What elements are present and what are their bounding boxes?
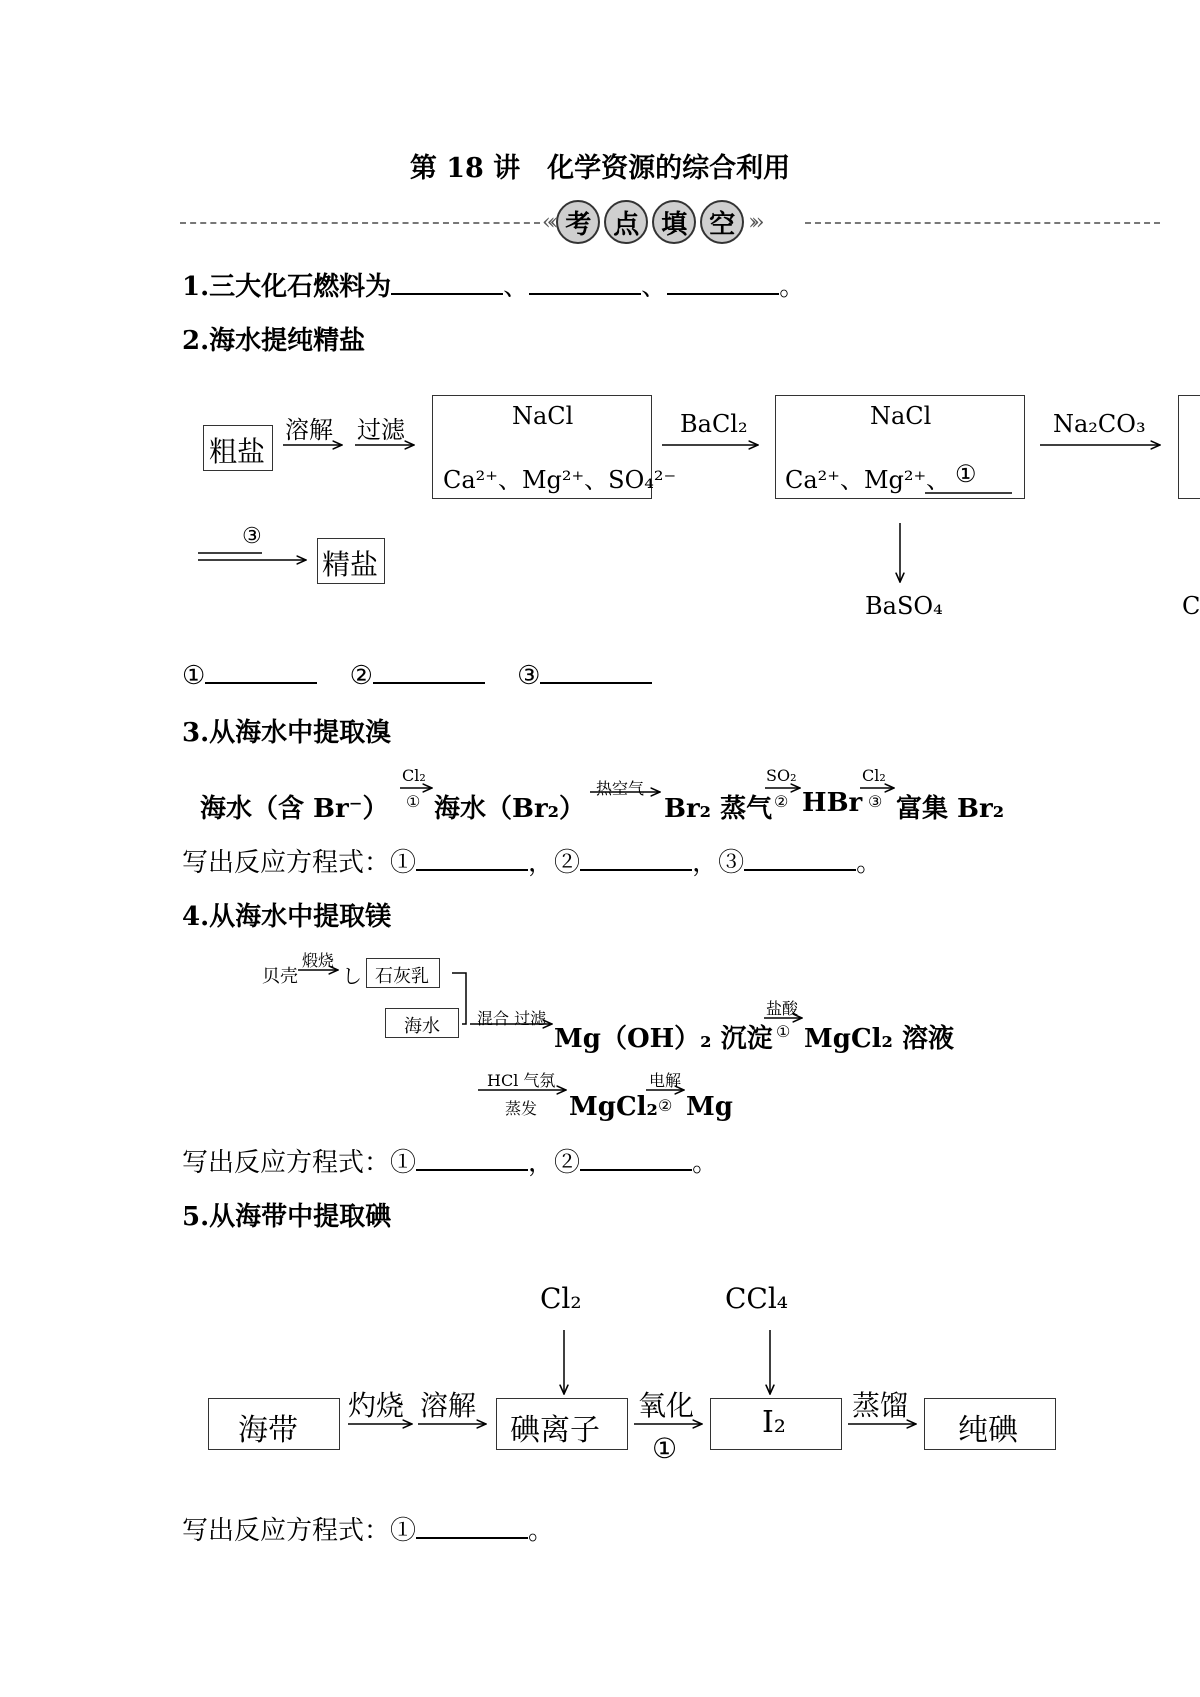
question-5-heading: 5.从海带中提取碘: [182, 1202, 392, 1232]
mark: ②: [554, 848, 581, 878]
mark: ①: [390, 848, 417, 878]
section-banner: [542, 200, 759, 244]
comma: ，: [528, 1148, 555, 1178]
q3-r1-top: Cl₂: [402, 766, 426, 785]
question-3-answers: [182, 842, 882, 879]
q5-kelp: 海带: [238, 1413, 298, 1448]
answer-blank[interactable]: [391, 271, 503, 295]
q4-lime: 石灰乳: [375, 966, 429, 987]
chevron-left-icon: «‹: [542, 209, 553, 235]
q4-mgcl-sol: MgCl₂ 溶液: [804, 1024, 954, 1054]
q5-ox-mark: ①: [652, 1432, 678, 1465]
period: 。: [528, 1516, 555, 1546]
answer-prefix: 写出反应方程式：: [182, 1148, 391, 1178]
answer-blank[interactable]: [580, 847, 692, 871]
comma: ，: [692, 848, 719, 878]
question-3-heading: 3.从海水中提取溴: [182, 718, 392, 748]
solution-box-3-partial: [1178, 395, 1200, 499]
q5-pure: 纯碘: [958, 1413, 1018, 1448]
mark: ③: [718, 848, 745, 878]
question-1-text: 1.三大化石燃料为: [182, 272, 392, 302]
answer-blank[interactable]: [667, 271, 779, 295]
answer-blank[interactable]: [744, 847, 856, 871]
refined-salt-label: 精盐: [322, 548, 379, 581]
q3-p4: 富集 Br₂: [896, 794, 1005, 824]
crude-salt-label: 粗盐: [209, 435, 266, 468]
q3-r3-top: SO₂: [766, 766, 797, 785]
q4-hclgas-bottom: 蒸发: [505, 1099, 538, 1118]
mark: ①: [390, 1148, 417, 1178]
question-5-answers: [182, 1510, 554, 1547]
banner-divider-left: [180, 222, 540, 224]
box1-top: NaCl: [512, 402, 574, 430]
answer-blank[interactable]: [416, 847, 528, 871]
q3-r4-bottom: ③: [868, 792, 883, 811]
dissolve-label: 溶解: [285, 416, 333, 444]
question-1: [182, 266, 805, 303]
answer-prefix: 写出反应方程式：: [182, 1516, 391, 1546]
q4-mgoh: Mg（OH）₂ 沉淀: [554, 1024, 773, 1054]
period: 。: [692, 1148, 719, 1178]
chevron-right-icon: ›»: [748, 209, 759, 235]
banner-char: 考: [556, 200, 600, 244]
answer-blank[interactable]: [416, 1147, 528, 1171]
banner-char: 点: [604, 200, 648, 244]
separator: 、: [503, 272, 530, 302]
precipitate-baso4: BaSO₄: [865, 592, 943, 620]
separator: 、: [641, 272, 668, 302]
q4-mg: Mg: [686, 1092, 733, 1122]
answer-blank[interactable]: [580, 1147, 692, 1171]
precipitate-partial: C: [1182, 592, 1200, 620]
q4-elec-bottom: ②: [658, 1096, 673, 1115]
q5-iodide: 碘离子: [510, 1413, 600, 1448]
answer-blank[interactable]: [529, 271, 641, 295]
q4-hclgas-top: HCl 气氛: [487, 1071, 556, 1090]
q3-p2: Br₂ 蒸气: [664, 794, 773, 824]
period: 。: [856, 848, 883, 878]
q3-p3: HBr: [802, 788, 863, 818]
mark: ①: [390, 1516, 417, 1546]
mark: ①: [182, 661, 206, 691]
q3-start: 海水（含 Br⁻）: [200, 794, 389, 824]
period: 。: [779, 272, 806, 302]
box2-blank-mark: ①: [955, 460, 977, 488]
q5-burn: 灼烧: [348, 1389, 405, 1422]
answer-blank[interactable]: [416, 1515, 528, 1539]
q5-ccl4: CCl₄: [725, 1282, 789, 1315]
q4-shell: 贝壳: [262, 966, 298, 987]
q5-i2: I₂: [762, 1405, 786, 1440]
comma: ，: [528, 848, 555, 878]
q4-hook: し: [342, 964, 362, 988]
mark: ③: [517, 661, 541, 691]
question-4-heading: 4.从海水中提取镁: [182, 902, 392, 932]
q5-distill: 蒸馏: [852, 1389, 909, 1422]
question-2-heading: 2.海水提纯精盐: [182, 326, 366, 356]
box2-top: NaCl: [870, 402, 932, 430]
answer-blank[interactable]: [373, 660, 485, 684]
question-2-answers: [182, 660, 652, 691]
q4-elec-top: 电解: [649, 1071, 682, 1090]
answer-prefix: 写出反应方程式：: [182, 848, 391, 878]
q4-mgcl2: MgCl₂: [569, 1092, 658, 1122]
reagent-na2co3: Na₂CO₃: [1053, 410, 1146, 438]
q5-cl2: Cl₂: [540, 1282, 582, 1315]
mark: ②: [554, 1148, 581, 1178]
q3-r1-bottom: ①: [406, 792, 421, 811]
banner-char: 空: [700, 200, 744, 244]
q4-mix-filter: 混合 过滤: [477, 1009, 547, 1028]
q4-hcl-bottom: ①: [776, 1022, 791, 1041]
filter-label: 过滤: [357, 416, 405, 444]
q4-hcl-top: 盐酸: [766, 999, 799, 1018]
q5-dissolve: 溶解: [420, 1389, 477, 1422]
step-3-label: ③: [242, 524, 262, 549]
q3-r2-top: 热空气: [596, 779, 645, 798]
answer-blank[interactable]: [205, 660, 317, 684]
q4-seawater: 海水: [404, 1016, 440, 1037]
banner-divider-right: [805, 222, 1160, 224]
question-4-answers: [182, 1142, 718, 1179]
page-title: 第 18 讲 化学资源的综合利用: [409, 153, 791, 184]
banner-char: 填: [652, 200, 696, 244]
q3-r3-bottom: ②: [774, 792, 789, 811]
box1-bottom: Ca²⁺、Mg²⁺、SO₄²⁻: [443, 466, 677, 494]
q3-p1: 海水（Br₂）: [434, 794, 586, 824]
mark: ②: [349, 661, 373, 691]
q3-r4-top: Cl₂: [862, 766, 886, 785]
reagent-bacl2: BaCl₂: [680, 410, 748, 438]
q5-oxidize: 氧化: [638, 1389, 695, 1422]
box2-bottom: Ca²⁺、Mg²⁺、: [785, 466, 951, 494]
answer-blank[interactable]: [540, 660, 652, 684]
q4-calcine: 煅烧: [302, 951, 335, 970]
